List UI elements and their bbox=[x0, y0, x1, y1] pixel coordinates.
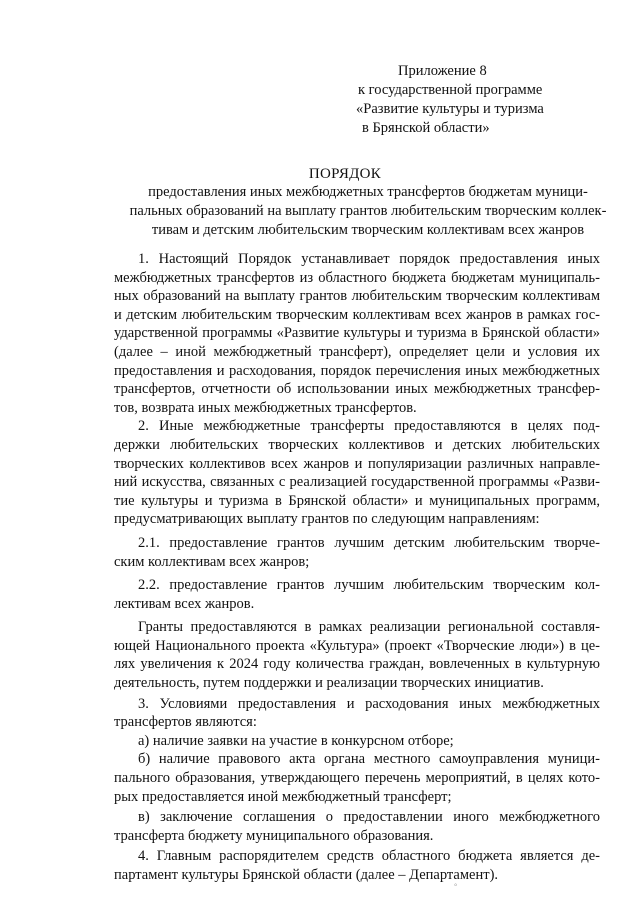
body-line: рых предоставляется иной межбюджетный трансферт; bbox=[114, 788, 452, 805]
body-line: лективам всех жанров. bbox=[114, 595, 255, 612]
appendix-line: к государственной программе bbox=[358, 82, 543, 98]
body-line: ударственной программы «Развитие культуры и туризма в Брянской области» bbox=[114, 325, 600, 342]
body-line: держки любительских творческих коллективов и детских любительских bbox=[114, 436, 600, 453]
body-line: 2.2. предоставление грантов лучшим любительским творческим кол- bbox=[138, 577, 600, 594]
body-line: в) заключение соглашения о предоставлении иного межбюджетного bbox=[138, 809, 600, 826]
subtitle-line: тивам и детским любительским творческим коллективам всех жанров bbox=[151, 222, 585, 238]
body-line: 2.1. предоставление грантов лучшим детским любительским творче- bbox=[138, 534, 600, 551]
body-line: деятельность, путем поддержки и реализации творческих инициатив. bbox=[114, 675, 544, 692]
body-line: ским коллективам всех жанров; bbox=[114, 553, 310, 570]
body-line: 1. Настоящий Порядок устанавливает порядок предоставления иных bbox=[138, 251, 600, 267]
appendix-line: в Брянской области» bbox=[362, 120, 490, 136]
subtitle-line: пальных образований на выплату грантов любительским творческим коллек- bbox=[129, 203, 607, 219]
body-line: (далее – иной межбюджетный трансферт), определяет цели и условия их bbox=[114, 343, 600, 360]
appendix-line: Приложение 8 bbox=[398, 63, 487, 79]
subtitle-line: предоставления иных межбюджетных трансфертов бюджетам муници- bbox=[148, 184, 588, 200]
body-line: 3. Условиями предоставления и расходования иных межбюджетных bbox=[138, 695, 600, 712]
body-line: предусматривающих выплату грантов по следующим направлениям: bbox=[114, 511, 540, 528]
body-line: трансферта бюджету муниципального образования. bbox=[114, 827, 434, 844]
body-line: творческих коллективов всех жанров и популяризации различных направле- bbox=[114, 455, 600, 472]
body-line: партамент культуры Брянской области (далее – Департамент). bbox=[114, 867, 499, 883]
body-line: трансфертов являются: bbox=[114, 714, 257, 731]
body-line: а) наличие заявки на участие в конкурсном отборе; bbox=[138, 732, 454, 749]
scan-mark: ° bbox=[454, 882, 458, 891]
body-line: и детским любительским творческим коллективам всех жанров в рамках гос- bbox=[114, 306, 600, 323]
body-line: Гранты предоставляются в рамках реализации региональной составля- bbox=[138, 619, 600, 636]
body-line: тов, возврата иных межбюджетных трансфертов. bbox=[114, 399, 417, 416]
document-body bbox=[114, 250, 600, 885]
body-line: б) наличие правового акта органа местного самоуправления муници- bbox=[138, 751, 600, 768]
body-line: тие культуры и туризма в Брянской области» и муниципальных программ, bbox=[114, 492, 600, 509]
body-line: межбюджетных трансфертов из областного бюджета бюджетам муниципаль- bbox=[114, 269, 600, 286]
document-subtitle bbox=[128, 183, 608, 240]
body-line: 4. Главным распорядителем средств областного бюджета является де- bbox=[138, 848, 600, 865]
body-line: ний искусства, связанных с реализацией государственной программы «Разви- bbox=[114, 474, 600, 491]
body-line: трансфертов, отчетности об использовании иных межбюджетных трансфер- bbox=[114, 381, 600, 398]
appendix-header bbox=[352, 62, 602, 138]
body-line: лях увеличения к 2024 году количества граждан, вовлеченных в культурную bbox=[114, 656, 600, 673]
body-line: ющей Национального проекта «Культура» (проект «Творческие люди») в це- bbox=[114, 637, 600, 654]
body-line: предоставления и расходования, порядок перечисления иных межбюджетных bbox=[114, 362, 600, 379]
document-title: ПОРЯДОК bbox=[308, 166, 382, 182]
body-line: пального образования, утверждающего перечень мероприятий, в целях кото- bbox=[114, 770, 600, 787]
body-line: ных образований на выплату грантов любительским творческим коллективам bbox=[114, 288, 600, 305]
appendix-line: «Развитие культуры и туризма bbox=[356, 101, 544, 117]
body-line: 2. Иные межбюджетные трансферты предоставляются в целях под- bbox=[138, 418, 600, 435]
